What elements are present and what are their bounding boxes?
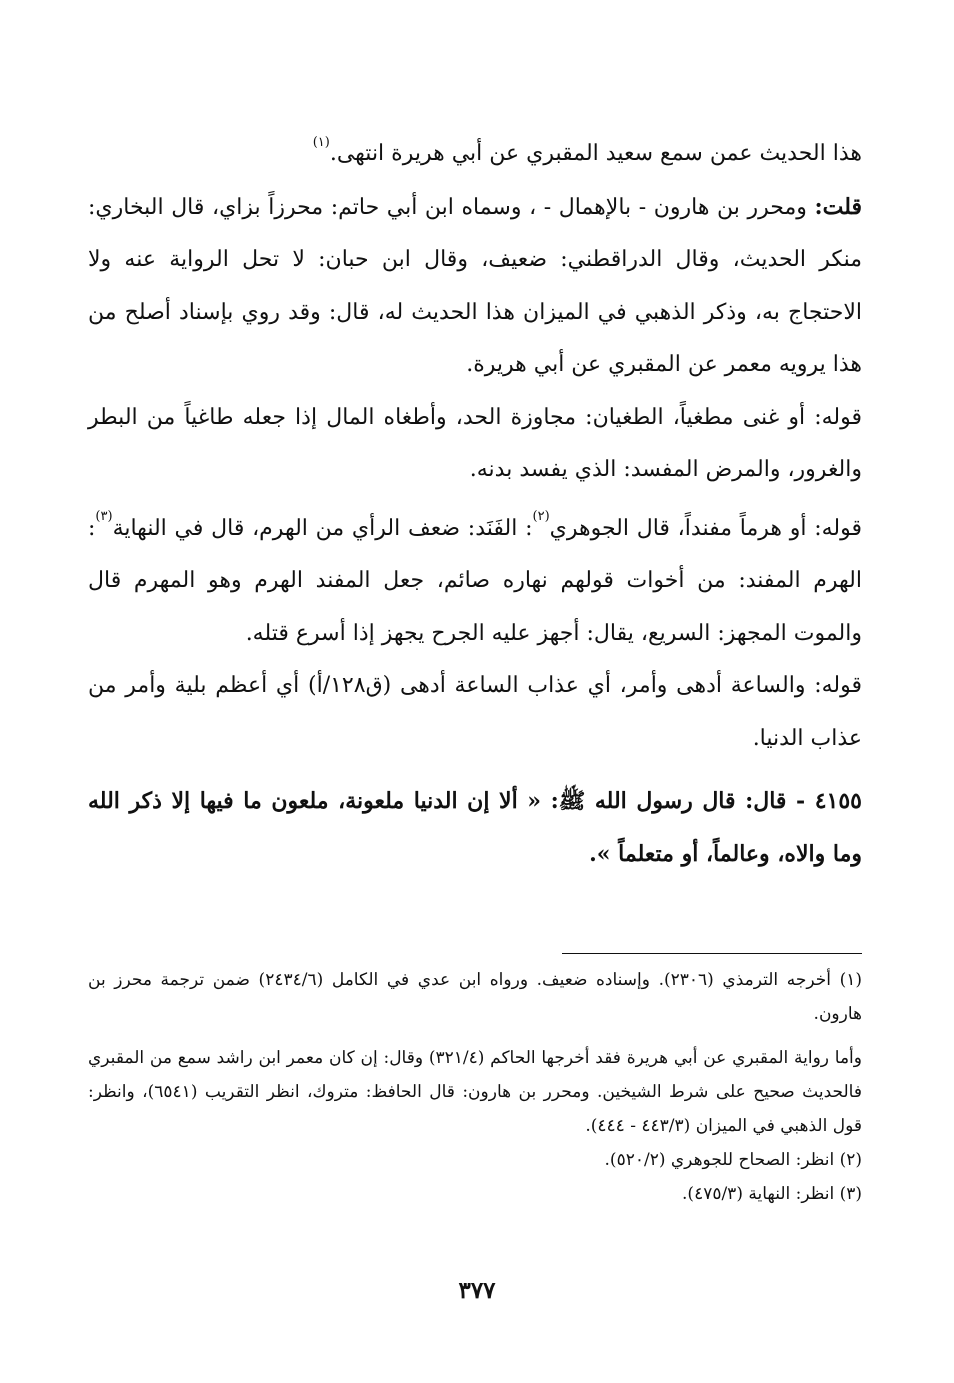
paragraph-5-text: قوله: والساعة أدهى وأمر، أي عذاب الساعة أدهى (ق١٢٨/أ) أي أعظم بلية وأمر من عذاب الدنيا. xyxy=(88,673,862,751)
paragraph-1-text: هذا الحديث عمن سمع سعيد المقبري عن أبي هريرة انتهى. xyxy=(329,141,862,166)
paragraph-2-text: ومحرر بن هارون - بالإهمال - ، وسماه ابن أبي حاتم: محرزاً بزاي، قال البخاري: منكر الحديث، وقال الدراقطني: ضعيف، وقال ابن حبان: لا تحل الرواية عنه ولا الاحتجاج به، وذكر الذهبي في الميزان هذا الحديث له، قال: وقد روي بإسناد أصلح من هذا يرويه معمر عن المقبري عن أبي هريرة. xyxy=(88,194,862,377)
footnote-1: (١) أخرجه الترمذي (٢٣٠٦). وإسناده ضعيف. ورواه ابن عدي في الكامل (٢٤٣٤/٦) ضمن ترجمة محرز بن هارون. xyxy=(88,970,863,1024)
footnotes xyxy=(88,963,862,1211)
hadith-4155 xyxy=(88,775,862,880)
footnote-ref-1: (١) xyxy=(312,134,330,150)
paragraph-3 xyxy=(88,392,862,497)
footnote-2: (٢) انظر: الصحاح للجوهري (٥٢٠/٢). xyxy=(604,1150,862,1170)
footnote-3: (٣) انظر: النهاية (٤٧٥/٣). xyxy=(682,1184,862,1204)
paragraph-4-text-b: : الفَنَد: ضعف الرأي من الهرم، قال في النهاية xyxy=(112,515,533,541)
page-number: ٣٧٧ xyxy=(458,1277,496,1304)
paragraph-2 xyxy=(88,181,862,392)
footnote-separator xyxy=(562,953,862,954)
paragraph-4-text-a: قوله: أو هرماً مفنداً، قال الجوهري xyxy=(549,515,863,541)
paragraph-4-text-c: : الهرم المفند: من أخوات قولهم نهاره صائم، جعل المفند الهرم وهو المهرم قال والموت المجهز: السريع، يقال: أجهز عليه الجرح يجهز إذا أسرع قتله. xyxy=(88,515,862,646)
paragraph-5 xyxy=(88,660,862,765)
paragraph-3-text: قوله: أو غنى مطغياً، الطغيان: مجاوزة الحد، وأطغاه المال إذا جعله طاغياً من البطر والغرور، والمرض المفسد: الذي يفسد بدنه. xyxy=(88,404,862,482)
footnote-1-continued: وأما رواية المقبري عن أبي هريرة فقد أخرجها الحاكم (٣٢١/٤) وقال: إن كان معمر ابن راشد سمع من المقبري فالحديث صحيح على شرط الشيخين. ومحرر بن هارون: قال الحافظ: متروك، انظر التقريب (٦٥٤١)، وانظر: قول الذهبي في الميزان (٤٤٣/٣ - ٤٤٤). xyxy=(88,1048,862,1136)
main-text xyxy=(88,128,862,880)
footnote-ref-2: (٢) xyxy=(532,509,550,525)
paragraph-2-lead: قلت: xyxy=(814,193,862,220)
hadith-text: ٤١٥٥ - قال: قال رسول الله ﷺ: « ألا إن الدنيا ملعونة، ملعون ما فيها إلا ذكر الله وما والاه، وعالماً، أو متعلماً ». xyxy=(88,788,862,867)
paragraph-4 xyxy=(88,503,862,661)
footnote-ref-3: (٣) xyxy=(95,509,113,525)
paragraph-1 xyxy=(88,128,862,181)
